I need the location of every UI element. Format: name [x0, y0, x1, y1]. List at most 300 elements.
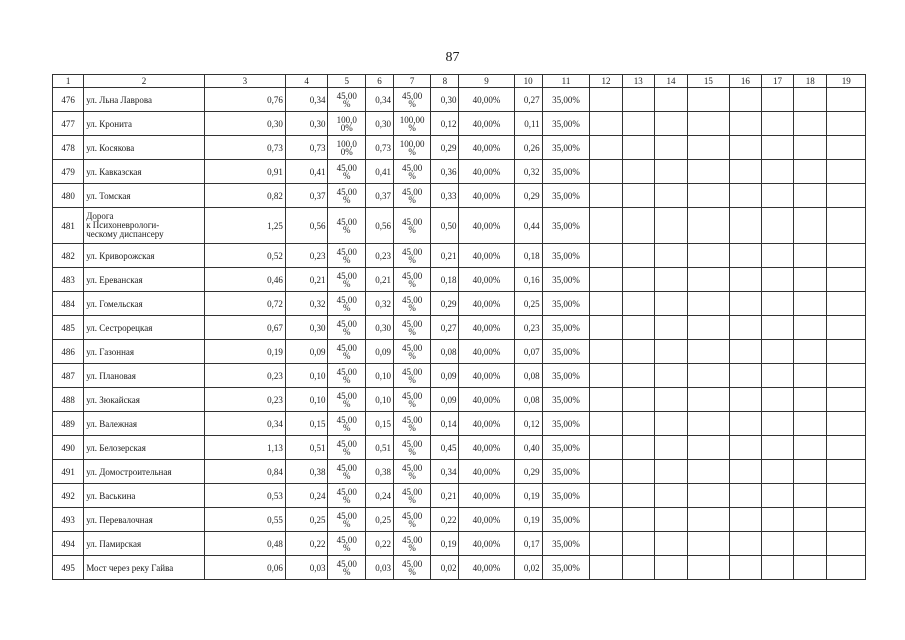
value-col-8: 0,29	[431, 136, 459, 160]
percent-col-7: 100,00 %	[393, 112, 430, 136]
empty-cell-col-17	[761, 532, 793, 556]
table-row	[53, 532, 866, 556]
value-col-6: 0,15	[365, 412, 393, 436]
percent-col-5: 45,00 %	[328, 364, 365, 388]
empty-cell-col-12	[590, 88, 622, 112]
empty-cell-col-12	[590, 388, 622, 412]
value-col-3: 0,23	[204, 364, 285, 388]
percent-col-9: 40,00%	[459, 484, 514, 508]
empty-cell-col-19	[827, 508, 866, 532]
value-col-8: 0,36	[431, 160, 459, 184]
street-name: ул. Газонная	[84, 340, 205, 364]
column-header-13: 13	[622, 75, 654, 88]
data-table	[52, 74, 866, 580]
value-col-8: 0,21	[431, 484, 459, 508]
percent-col-9: 40,00%	[459, 292, 514, 316]
value-col-4: 0,09	[285, 340, 328, 364]
column-header-10: 10	[514, 75, 542, 88]
empty-cell-col-15	[688, 244, 730, 268]
empty-cell-col-14	[654, 208, 687, 244]
empty-cell-col-19	[827, 556, 866, 580]
empty-cell-col-18	[794, 88, 827, 112]
percent-col-7: 45,00 %	[393, 412, 430, 436]
row-number: 485	[53, 316, 84, 340]
street-name: Дорога к Психоневрологи- ческому диспансеру	[84, 208, 205, 244]
empty-cell-col-17	[761, 316, 793, 340]
percent-col-11: 35,00%	[542, 364, 590, 388]
percent-col-5: 45,00 %	[328, 244, 365, 268]
table-row	[53, 364, 866, 388]
empty-cell-col-12	[590, 460, 622, 484]
percent-col-11: 35,00%	[542, 316, 590, 340]
percent-col-9: 40,00%	[459, 364, 514, 388]
empty-cell-col-16	[729, 556, 761, 580]
empty-cell-col-16	[729, 268, 761, 292]
value-col-6: 0,10	[365, 364, 393, 388]
value-col-10: 0,11	[514, 112, 542, 136]
empty-cell-col-12	[590, 412, 622, 436]
empty-cell-col-14	[654, 556, 687, 580]
empty-cell-col-19	[827, 340, 866, 364]
percent-col-7: 45,00 %	[393, 532, 430, 556]
street-name: ул. Сестрорецкая	[84, 316, 205, 340]
value-col-6: 0,09	[365, 340, 393, 364]
percent-col-5: 45,00 %	[328, 484, 365, 508]
empty-cell-col-14	[654, 160, 687, 184]
empty-cell-col-15	[688, 340, 730, 364]
empty-cell-col-15	[688, 184, 730, 208]
value-col-10: 0,08	[514, 388, 542, 412]
empty-cell-col-18	[794, 208, 827, 244]
empty-cell-col-13	[622, 460, 654, 484]
empty-cell-col-16	[729, 460, 761, 484]
empty-cell-col-18	[794, 436, 827, 460]
empty-cell-col-18	[794, 388, 827, 412]
empty-cell-col-18	[794, 184, 827, 208]
street-name: ул. Гомельская	[84, 292, 205, 316]
empty-cell-col-16	[729, 112, 761, 136]
street-name: ул. Томская	[84, 184, 205, 208]
empty-cell-col-19	[827, 88, 866, 112]
percent-col-9: 40,00%	[459, 436, 514, 460]
value-col-3: 0,19	[204, 340, 285, 364]
empty-cell-col-15	[688, 436, 730, 460]
percent-col-9: 40,00%	[459, 88, 514, 112]
empty-cell-col-14	[654, 388, 687, 412]
value-col-6: 0,03	[365, 556, 393, 580]
value-col-6: 0,22	[365, 532, 393, 556]
percent-col-9: 40,00%	[459, 160, 514, 184]
empty-cell-col-14	[654, 292, 687, 316]
percent-col-7: 45,00 %	[393, 160, 430, 184]
empty-cell-col-13	[622, 388, 654, 412]
empty-cell-col-13	[622, 268, 654, 292]
value-col-4: 0,24	[285, 484, 328, 508]
empty-cell-col-16	[729, 508, 761, 532]
empty-cell-col-17	[761, 556, 793, 580]
street-name: ул. Перевалочная	[84, 508, 205, 532]
value-col-8: 0,45	[431, 436, 459, 460]
table-row	[53, 136, 866, 160]
table-row	[53, 112, 866, 136]
value-col-8: 0,14	[431, 412, 459, 436]
column-header-16: 16	[729, 75, 761, 88]
empty-cell-col-14	[654, 412, 687, 436]
value-col-10: 0,23	[514, 316, 542, 340]
value-col-4: 0,10	[285, 388, 328, 412]
column-header-12: 12	[590, 75, 622, 88]
empty-cell-col-12	[590, 208, 622, 244]
value-col-10: 0,07	[514, 340, 542, 364]
value-col-8: 0,02	[431, 556, 459, 580]
value-col-6: 0,38	[365, 460, 393, 484]
percent-col-11: 35,00%	[542, 244, 590, 268]
empty-cell-col-12	[590, 364, 622, 388]
value-col-3: 0,53	[204, 484, 285, 508]
percent-col-5: 45,00 %	[328, 532, 365, 556]
table-row	[53, 340, 866, 364]
empty-cell-col-18	[794, 112, 827, 136]
empty-cell-col-14	[654, 508, 687, 532]
row-number: 489	[53, 412, 84, 436]
value-col-3: 0,91	[204, 160, 285, 184]
value-col-4: 0,10	[285, 364, 328, 388]
empty-cell-col-15	[688, 460, 730, 484]
value-col-10: 0,18	[514, 244, 542, 268]
empty-cell-col-17	[761, 88, 793, 112]
percent-col-9: 40,00%	[459, 268, 514, 292]
empty-cell-col-17	[761, 388, 793, 412]
value-col-4: 0,21	[285, 268, 328, 292]
value-col-8: 0,08	[431, 340, 459, 364]
empty-cell-col-18	[794, 340, 827, 364]
percent-col-7: 45,00 %	[393, 88, 430, 112]
table-header-row	[53, 75, 866, 88]
empty-cell-col-18	[794, 556, 827, 580]
value-col-3: 0,23	[204, 388, 285, 412]
empty-cell-col-15	[688, 316, 730, 340]
street-name: ул. Белозерская	[84, 436, 205, 460]
percent-col-9: 40,00%	[459, 460, 514, 484]
empty-cell-col-12	[590, 532, 622, 556]
value-col-10: 0,16	[514, 268, 542, 292]
empty-cell-col-12	[590, 316, 622, 340]
value-col-4: 0,41	[285, 160, 328, 184]
empty-cell-col-18	[794, 484, 827, 508]
empty-cell-col-16	[729, 88, 761, 112]
table-row	[53, 160, 866, 184]
percent-col-7: 45,00 %	[393, 244, 430, 268]
empty-cell-col-17	[761, 460, 793, 484]
column-header-4: 4	[285, 75, 328, 88]
empty-cell-col-16	[729, 532, 761, 556]
value-col-4: 0,22	[285, 532, 328, 556]
empty-cell-col-13	[622, 136, 654, 160]
percent-col-9: 40,00%	[459, 208, 514, 244]
percent-col-9: 40,00%	[459, 388, 514, 412]
value-col-4: 0,73	[285, 136, 328, 160]
empty-cell-col-12	[590, 160, 622, 184]
empty-cell-col-19	[827, 160, 866, 184]
street-name: ул. Валежная	[84, 412, 205, 436]
value-col-3: 0,84	[204, 460, 285, 484]
value-col-10: 0,27	[514, 88, 542, 112]
percent-col-7: 45,00 %	[393, 340, 430, 364]
percent-col-7: 45,00 %	[393, 556, 430, 580]
empty-cell-col-16	[729, 160, 761, 184]
empty-cell-col-18	[794, 316, 827, 340]
empty-cell-col-13	[622, 292, 654, 316]
value-col-10: 0,26	[514, 136, 542, 160]
empty-cell-col-15	[688, 412, 730, 436]
percent-col-5: 45,00 %	[328, 160, 365, 184]
value-col-8: 0,27	[431, 316, 459, 340]
street-name: ул. Домостроительная	[84, 460, 205, 484]
row-number: 480	[53, 184, 84, 208]
row-number: 484	[53, 292, 84, 316]
street-name: Мост через реку Гайва	[84, 556, 205, 580]
empty-cell-col-13	[622, 508, 654, 532]
percent-col-9: 40,00%	[459, 136, 514, 160]
value-col-3: 0,34	[204, 412, 285, 436]
empty-cell-col-13	[622, 340, 654, 364]
value-col-6: 0,41	[365, 160, 393, 184]
empty-cell-col-12	[590, 340, 622, 364]
empty-cell-col-19	[827, 412, 866, 436]
column-header-17: 17	[761, 75, 793, 88]
value-col-4: 0,30	[285, 112, 328, 136]
value-col-8: 0,33	[431, 184, 459, 208]
column-header-7: 7	[393, 75, 430, 88]
empty-cell-col-19	[827, 184, 866, 208]
value-col-3: 0,72	[204, 292, 285, 316]
value-col-4: 0,38	[285, 460, 328, 484]
empty-cell-col-19	[827, 388, 866, 412]
percent-col-5: 45,00 %	[328, 268, 365, 292]
row-number: 492	[53, 484, 84, 508]
table-row	[53, 556, 866, 580]
percent-col-5: 100,0 0%	[328, 136, 365, 160]
empty-cell-col-17	[761, 184, 793, 208]
street-name: ул. Криворожская	[84, 244, 205, 268]
value-col-4: 0,34	[285, 88, 328, 112]
empty-cell-col-12	[590, 184, 622, 208]
empty-cell-col-14	[654, 88, 687, 112]
value-col-10: 0,40	[514, 436, 542, 460]
percent-col-9: 40,00%	[459, 340, 514, 364]
percent-col-7: 45,00 %	[393, 460, 430, 484]
empty-cell-col-12	[590, 484, 622, 508]
empty-cell-col-14	[654, 484, 687, 508]
empty-cell-col-15	[688, 112, 730, 136]
empty-cell-col-15	[688, 88, 730, 112]
empty-cell-col-16	[729, 316, 761, 340]
percent-col-9: 40,00%	[459, 244, 514, 268]
percent-col-11: 35,00%	[542, 412, 590, 436]
percent-col-7: 100,00 %	[393, 136, 430, 160]
percent-col-5: 45,00 %	[328, 508, 365, 532]
percent-col-11: 35,00%	[542, 136, 590, 160]
value-col-8: 0,12	[431, 112, 459, 136]
percent-col-11: 35,00%	[542, 340, 590, 364]
percent-col-9: 40,00%	[459, 412, 514, 436]
empty-cell-col-19	[827, 460, 866, 484]
empty-cell-col-15	[688, 268, 730, 292]
percent-col-11: 35,00%	[542, 508, 590, 532]
empty-cell-col-15	[688, 556, 730, 580]
value-col-6: 0,34	[365, 88, 393, 112]
street-name: ул. Льна Лаврова	[84, 88, 205, 112]
value-col-3: 0,55	[204, 508, 285, 532]
table-row	[53, 268, 866, 292]
percent-col-11: 35,00%	[542, 268, 590, 292]
table-row	[53, 244, 866, 268]
empty-cell-col-19	[827, 484, 866, 508]
empty-cell-col-19	[827, 364, 866, 388]
empty-cell-col-15	[688, 292, 730, 316]
value-col-6: 0,21	[365, 268, 393, 292]
empty-cell-col-12	[590, 508, 622, 532]
value-col-10: 0,29	[514, 184, 542, 208]
percent-col-11: 35,00%	[542, 484, 590, 508]
empty-cell-col-14	[654, 436, 687, 460]
table-row	[53, 292, 866, 316]
row-number: 488	[53, 388, 84, 412]
empty-cell-col-17	[761, 136, 793, 160]
percent-col-9: 40,00%	[459, 532, 514, 556]
percent-col-11: 35,00%	[542, 112, 590, 136]
row-number: 479	[53, 160, 84, 184]
percent-col-9: 40,00%	[459, 316, 514, 340]
percent-col-11: 35,00%	[542, 556, 590, 580]
percent-col-5: 45,00 %	[328, 316, 365, 340]
value-col-6: 0,25	[365, 508, 393, 532]
empty-cell-col-12	[590, 244, 622, 268]
table-row	[53, 484, 866, 508]
percent-col-7: 45,00 %	[393, 484, 430, 508]
column-header-2: 2	[84, 75, 205, 88]
empty-cell-col-13	[622, 364, 654, 388]
empty-cell-col-12	[590, 556, 622, 580]
empty-cell-col-12	[590, 112, 622, 136]
empty-cell-col-17	[761, 112, 793, 136]
table-row	[53, 508, 866, 532]
value-col-3: 0,82	[204, 184, 285, 208]
column-header-8: 8	[431, 75, 459, 88]
empty-cell-col-13	[622, 484, 654, 508]
page-number: 87	[445, 50, 460, 65]
empty-cell-col-12	[590, 136, 622, 160]
empty-cell-col-16	[729, 388, 761, 412]
value-col-10: 0,29	[514, 460, 542, 484]
row-number: 491	[53, 460, 84, 484]
column-header-14: 14	[654, 75, 687, 88]
row-number: 481	[53, 208, 84, 244]
empty-cell-col-19	[827, 268, 866, 292]
percent-col-7: 45,00 %	[393, 388, 430, 412]
value-col-6: 0,56	[365, 208, 393, 244]
row-number: 477	[53, 112, 84, 136]
value-col-8: 0,18	[431, 268, 459, 292]
empty-cell-col-13	[622, 160, 654, 184]
value-col-6: 0,30	[365, 316, 393, 340]
value-col-10: 0,17	[514, 532, 542, 556]
empty-cell-col-18	[794, 244, 827, 268]
percent-col-7: 45,00 %	[393, 436, 430, 460]
column-header-3: 3	[204, 75, 285, 88]
empty-cell-col-17	[761, 364, 793, 388]
column-header-15: 15	[688, 75, 730, 88]
percent-col-9: 40,00%	[459, 508, 514, 532]
percent-col-5: 45,00 %	[328, 88, 365, 112]
empty-cell-col-18	[794, 268, 827, 292]
empty-cell-col-14	[654, 184, 687, 208]
value-col-6: 0,10	[365, 388, 393, 412]
empty-cell-col-18	[794, 136, 827, 160]
empty-cell-col-13	[622, 532, 654, 556]
empty-cell-col-15	[688, 160, 730, 184]
empty-cell-col-17	[761, 268, 793, 292]
column-header-9: 9	[459, 75, 514, 88]
row-number: 476	[53, 88, 84, 112]
percent-col-5: 45,00 %	[328, 460, 365, 484]
value-col-4: 0,37	[285, 184, 328, 208]
empty-cell-col-16	[729, 292, 761, 316]
row-number: 494	[53, 532, 84, 556]
empty-cell-col-13	[622, 244, 654, 268]
empty-cell-col-18	[794, 412, 827, 436]
empty-cell-col-18	[794, 508, 827, 532]
percent-col-11: 35,00%	[542, 460, 590, 484]
percent-col-11: 35,00%	[542, 88, 590, 112]
percent-col-11: 35,00%	[542, 436, 590, 460]
empty-cell-col-14	[654, 136, 687, 160]
empty-cell-col-13	[622, 412, 654, 436]
empty-cell-col-16	[729, 412, 761, 436]
empty-cell-col-19	[827, 112, 866, 136]
value-col-8: 0,09	[431, 364, 459, 388]
empty-cell-col-17	[761, 244, 793, 268]
percent-col-7: 45,00 %	[393, 316, 430, 340]
empty-cell-col-14	[654, 532, 687, 556]
value-col-4: 0,30	[285, 316, 328, 340]
row-number: 478	[53, 136, 84, 160]
empty-cell-col-16	[729, 364, 761, 388]
table-row	[53, 316, 866, 340]
table-row	[53, 436, 866, 460]
street-name: ул. Кронита	[84, 112, 205, 136]
row-number: 482	[53, 244, 84, 268]
value-col-10: 0,19	[514, 508, 542, 532]
empty-cell-col-19	[827, 316, 866, 340]
value-col-8: 0,19	[431, 532, 459, 556]
empty-cell-col-15	[688, 388, 730, 412]
percent-col-7: 45,00 %	[393, 184, 430, 208]
table-row	[53, 460, 866, 484]
empty-cell-col-16	[729, 340, 761, 364]
empty-cell-col-13	[622, 316, 654, 340]
value-col-3: 0,52	[204, 244, 285, 268]
table-row	[53, 88, 866, 112]
empty-cell-col-15	[688, 508, 730, 532]
empty-cell-col-18	[794, 364, 827, 388]
value-col-4: 0,15	[285, 412, 328, 436]
percent-col-5: 45,00 %	[328, 556, 365, 580]
percent-col-5: 45,00 %	[328, 184, 365, 208]
value-col-8: 0,34	[431, 460, 459, 484]
row-number: 487	[53, 364, 84, 388]
value-col-3: 0,76	[204, 88, 285, 112]
